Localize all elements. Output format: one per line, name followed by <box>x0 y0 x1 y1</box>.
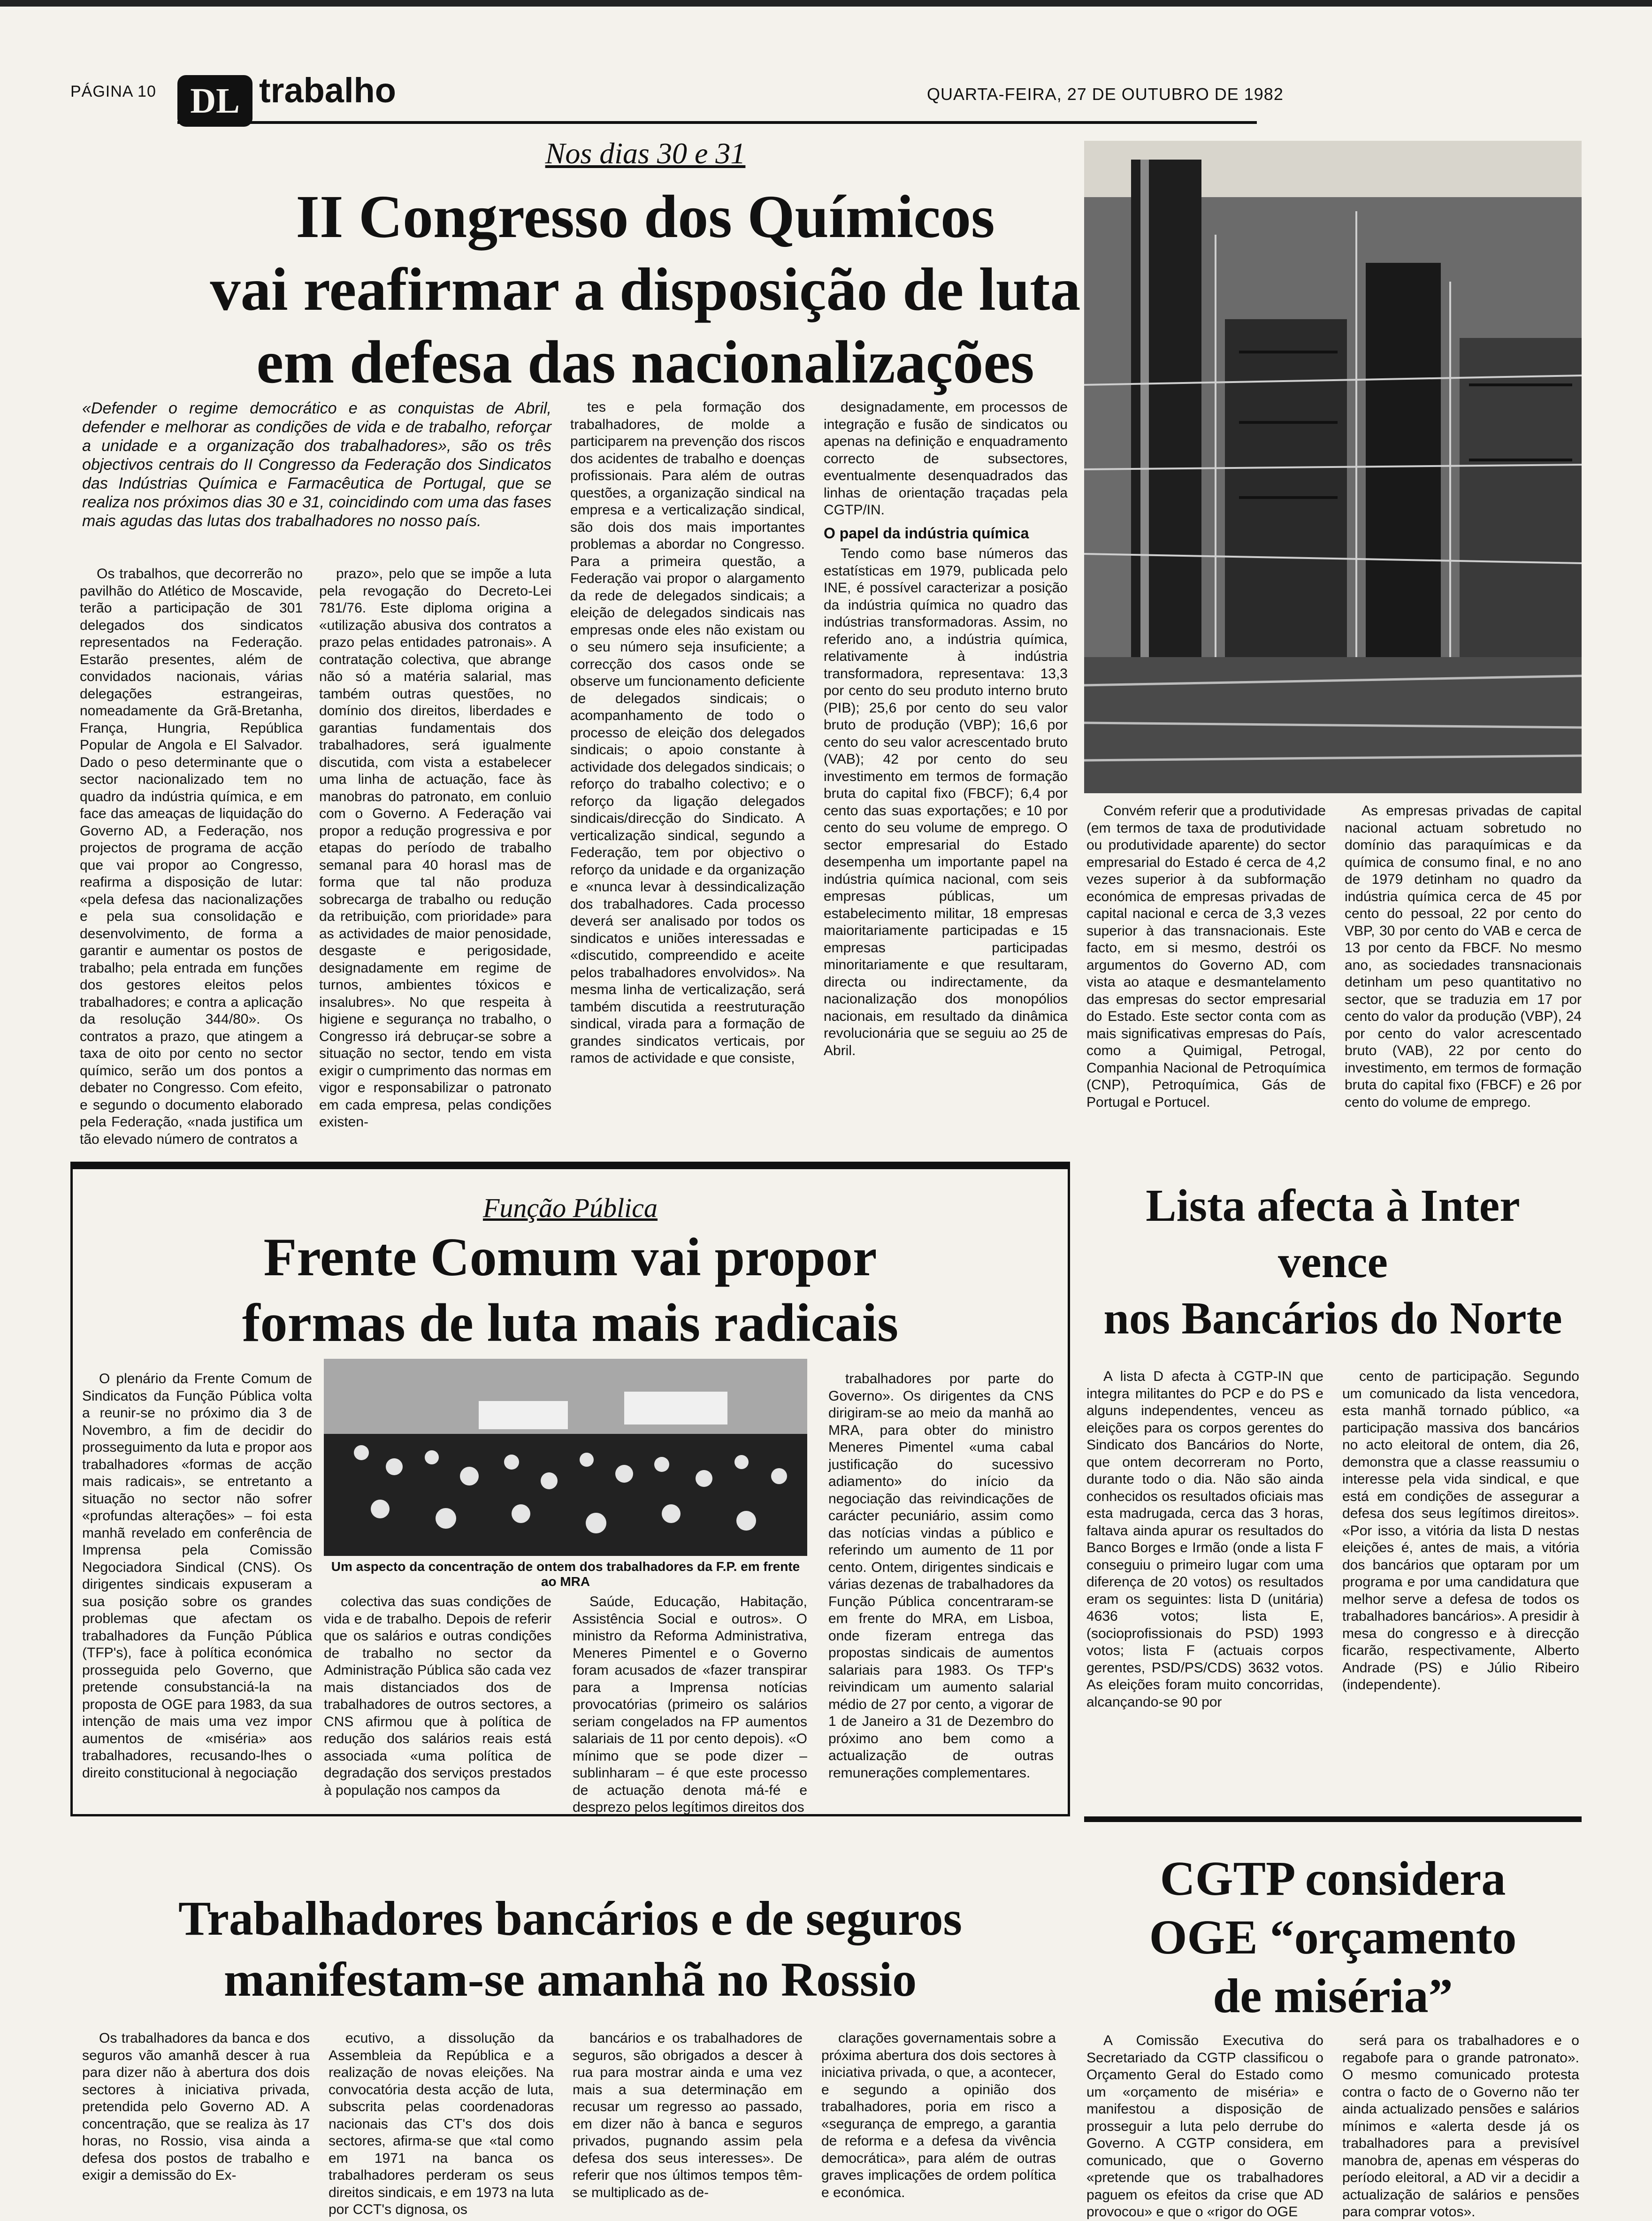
chemical-plant-photo <box>1084 141 1582 793</box>
article1-kicker: Nos dias 30 e 31 <box>545 137 746 170</box>
article1-col4a-text: designadamente, em processos de integração e fusão de sindicatos ou apenas na definição e enquadramento correcto de subsectores, eventualmente desenquadrados das linhas de orientação traçadas pela CGTP/IN. <box>824 399 1068 518</box>
article3-column-1 <box>1086 1368 1323 1781</box>
article5-title-line1: Trabalhadores bancários e de seguros <box>178 1892 962 1945</box>
article3-title-line2: vence <box>1278 1237 1388 1287</box>
chemical-plant-illustration <box>1084 141 1582 793</box>
article5-col1-text: Os trabalhadores da banca e dos seguros vão amanhã descer à rua para dizer não à abertura dos dois sectores à iniciativa privada, pretendida pelo Governo AD. A concentração, que se realiza às 17 horas, no Rossio, visa ainda a defesa dos postos de trabalho e exigir a demissão do Ex- <box>82 2030 310 2183</box>
article4-column-2 <box>1342 2032 1579 2220</box>
article3-title-line1: Lista afecta à Inter <box>1146 1180 1520 1231</box>
article3-col2-text: cento de participação. Segundo um comunicado da lista vencedora, esta manhã tornado público, «a participação massiva dos bancários no acto eleitoral de ontem, dia 26, demonstra que a classe reassumiu o interesse pela vida sindical, e que está em condições de assegurar a defesa dos seus legítimos direitos». «Por isso, a vitória da lista D nestas eleições é, antes de mais, a vitória dos bancários que optaram por um programa e por uma candidatura que melhor serve a defesa de todos os trabalhadores bancários». A presidir à mesa do congresso e à direcção ficarão, respectivamente, Alberto Andrade (PS) e Júlio Ribeiro (independente). <box>1342 1369 1579 1693</box>
article2-column-2 <box>324 1593 551 1807</box>
article5-col2-text: ecutivo, a dissolução da Assembleia da República e a realização de novas eleições. Na convocatória desta acção de luta, subscrita pelas coordenadoras nacionais das CT's dos dois sectores, afirma-se que «tal como em 1971 na banca os trabalhadores perderam os seus direitos sindicais, e em 1973 na luta por CCT's dignosa, os <box>329 2030 554 2217</box>
article5-column-3 <box>573 2030 803 2200</box>
article1-column-4 <box>824 399 1068 1157</box>
article4-col1-text: A Comissão Executiva do Secretariado da CGTP classificou o Orçamento Geral do Estado como um «orçamento de miséria» e manifestou a disposição de prosseguir a luta pelo derrube do Governo. A CGTP considera, em comunicado, que o Governo «pretende que os trabalhadores paguem os efeitos da crise que AD provocou» e que o «rigor do OGE <box>1086 2033 1323 2220</box>
article1-title-line3: em defesa das nacionalizações <box>256 329 1034 396</box>
newspaper-logo: DL <box>177 75 252 127</box>
article2-kicker: Função Pública <box>482 1193 658 1223</box>
article5-column-4 <box>821 2030 1056 2200</box>
article5-column-2 <box>329 2030 554 2217</box>
article5-title-line2: manifestam-se amanhã no Rossio <box>223 1953 917 2007</box>
article1-title-line1: II Congresso dos Químicos <box>296 183 995 251</box>
article5-column-1 <box>82 2030 310 2197</box>
top-rule <box>0 0 1652 7</box>
article1-col4b-text: Tendo como base números das estatísticas em 1979, publicada pelo INE, é possível caracterizar a posição da indústria química no quadro das indústrias transformadoras. Assim, no referido ano, a indústria química, relativamente à indústria transformadora, representava: 13,3 por cento do seu produto interno bruto (PIB); 25,6 por cento do seu valor bruto de produção (VBP); 16,6 por cento do seu valor acrescentado bruto (VAB); 42 por cento do seu investimento em termos de formação bruta do capital fixo (FBCF); 6,4 por cento das suas exportações; e 10 por cento do seu volume de emprego. O sector empresarial do Estado desempenha um importante papel na indústria química nacional, com seis empresas públicas, um estabelecimento militar, 18 empresas maioritariamente participadas e 15 empresas participadas minoritariamente e que resultaram, directa ou indirectamente, da nacionalização dos monopólios nacionais, em resultado da dinâmica revolucionária que se seguiu ao 25 de Abril. <box>824 546 1068 1058</box>
article2-column-3 <box>573 1593 807 1815</box>
article1-column-3 <box>570 399 805 1157</box>
article4-title-line3: de miséria” <box>1213 1969 1453 2023</box>
article1-column-5 <box>1086 803 1326 1157</box>
article1-col6-text: As empresas privadas de capital nacional actuam sobretudo no domínio das paraquímicas e da química de consumo final, e no ano de 1979 detinham no quadro da indústria química cerca de 45 por cento do pessoal, 22 por cento do VBP, 30 por cento do VAB e cerca de 13 por cento da FBCF. No mesmo ano, as sociedades transnacionais detinham um peso quantitativo no sector, que se traduzia em 17 por cento do valor da produção (VBP), 24 por cento do valor acrescentado bruto (VAB), 22 por cento do investimento, em termos de formação bruta do capital fixo (FBCF) e 26 por cento do volume de emprego. <box>1345 803 1582 1110</box>
article4-column-1 <box>1086 2032 1323 2220</box>
article3-title-line3: nos Bancários do Norte <box>1103 1293 1562 1344</box>
article2-column-1 <box>82 1371 312 1807</box>
article3-column-2 <box>1342 1368 1579 1781</box>
article3-col1-text: A lista D afecta à CGTP-IN que integra militantes do PCP e do PS e alguns independentes, venceu as eleições para os corpos gerentes do Sindicato dos Bancários do Norte, que ontem decorreram no Porto, durante todo o dia. Não são ainda conhecidos os resultados oficiais mas esta madrugada, cerca das 3 horas, faltava ainda apurar os resultados do Banco Borges e Irmão (onde a lista F conseguiu o primeiro lugar com uma diferença de 20 votos) os resultados eram os seguintes: lista D (unitária) 4636 votos; lista E, (socioprofissionais do PSD) 1993 votos; lista F (actuais corpos gerentes, PSD/PS/CDS) 3632 votos. As eleições foram muito concorridas, alcançando-se 90 por <box>1086 1369 1323 1710</box>
article2-col3-text: Saúde, Educação, Habitação, Assistência Social e outros». O ministro da Reforma Administrativa, Meneres Pimentel e o Governo foram acusados de «fazer transpirar para a Imprensa notícias provocatórias (primeiro os salários seriam congelados na FP aumentos salariais de 11 por cento depois). «O mínimo que se pode dizer – sublinharam – é que este processo de actuação denota má-fé e desprezo pelos legítimos direitos dos <box>573 1594 807 1815</box>
article2-column-4 <box>828 1371 1054 1807</box>
article4-title-line2: OGE “orçamento <box>1149 1910 1517 1964</box>
section-title: trabalho <box>259 71 396 110</box>
header-rule <box>177 121 1257 124</box>
protest-photo-caption: Um aspecto da concentração de ontem dos trabalhadores da F.P. em frente ao MRA <box>331 1559 800 1589</box>
article2-col1-text: O plenário da Frente Comum de Sindicatos da Função Pública volta a reunir-se no próximo dia 3 de Novembro, a fim de decidir do prosseguimento da luta e propor aos trabalhadores «formas de acção mais radicais», se entretanto a situação no sector não sofrer «profundas alterações» – foi esta manhã revelado em conferência de Imprensa pela Comissão Negociadora Sindical (CNS). Os dirigentes sindicais expuseram a sua posição sobre os grandes problemas que afectam os trabalhadores da Função Pública (TFP's), face à política económica prosseguida pelo Governo, que pretende consubstanciá-la na proposta de OGE para 1983, da sua intenção de mais uma vez impor aumentos de «miséria» aos trabalhadores, recusando-lhes o direito constitucional à negociação <box>82 1371 312 1781</box>
article1-column-6 <box>1345 803 1582 1157</box>
crowd-illustration <box>324 1359 807 1556</box>
article1-col1-text: Os trabalhos, que decorrerão no pavilhão do Atlético de Moscavide, terão a participação de 301 delegados dos sindicatos representados na Federação. Estarão presentes, além de convidados nacionais, várias delegações estrangeiras, nomeadamente da Grã-Bretanha, França, Hungria, República Popular de Angola e El Salvador. Dado o peso determinante que o sector nacionalizado tem no quadro da indústria química, e em face das ameaças de liquidação do Governo AD, a Federação, nos projectos de programa de acção que vai propor ao Congresso, reafirma a disposição de lutar: «pela defesa das nacionalizações e pela sua consolidação e desenvolvimento, de forma a garantir e aumentar os postos de trabalho; pela entrada em funções dos gestores eleitos pelos trabalhadores; e contra a aplicação da resolução 344/80». Os contratos a prazo, que atingem a taxa de oito por cento no sector químico, serão um dos pontos a debater no Congresso. Com efeito, e segundo o documento elaborado pela Federação, «nada justifica um tão elevado número de contratos a <box>80 566 303 1147</box>
article5-col3-text: bancários e os trabalhadores de seguros, são obrigados a descer à rua para mostrar ainda e uma vez mais a sua determinação em recusar um regresso ao passado, em dizer não à banca e seguros privados, pugnando assim pela defesa dos seus interesses». De referir que nos últimos tempos têm-se multiplicado as de- <box>573 2030 803 2200</box>
article2-col2-text: colectiva das suas condições de vida e de trabalho. Depois de referir que os salários e outras condições de trabalho no sector da Administração Pública são cada vez mais distanciados dos de trabalhadores de outros sectores, a CNS afirmou que à política de redução dos salários reais está associada «uma política de degradação dos serviços prestados à população nos campos da <box>324 1594 551 1798</box>
article4-top-rule <box>1084 1816 1582 1822</box>
article2-title-line2: formas de luta mais radicais <box>242 1293 899 1353</box>
article2-top-bar <box>70 1162 1070 1169</box>
article2-title-line1: Frente Comum vai propor <box>263 1227 877 1287</box>
page-number: PÁGINA 10 <box>70 83 156 100</box>
article1-title-line2: vai reafirmar a disposição de luta <box>210 256 1081 323</box>
article4-title-line1: CGTP considera <box>1160 1852 1506 1906</box>
article1-lead: «Defender o regime democrático e as conquistas de Abril, defender e melhorar as condições de vida e de trabalho, reforçar a unidade e a organização dos trabalhadores», são os três objectivos centrais do II Congresso da Federação dos Sindicatos das Indústrias Química e Farmacêutica de Portugal, que se realiza nos próximos dias 30 e 31, coincidindo com uma das fases mais agudas das lutas dos trabalhadores no nosso país. <box>82 399 551 530</box>
article1-col3-text: tes e pela formação dos trabalhadores, de molde a participarem na prevenção dos riscos dos acidentes de trabalho e doenças profissionais. Para além de outras questões, a organização sindical na empresa e a verticalização sindical, são dois dos mais importantes problemas a abordar no Congresso. Para a primeira questão, a Federação vai propor o alargamento da rede de delegados sindicais; a eleição de delegados sindicais nas empresas onde eles não existam ou o seu número seja insuficiente; a correcção dos casos onde se observe um funcionamento deficiente de delegados sindicais; o acompanhamento de todo o processo de eleição dos delegados sindicais; o apoio constante à actividade dos delegados sindicais; o reforço do trabalho colectivo; e o reforço da ligação delegados sindicais/direcção do Sindicato. A verticalização sindical, segundo a Federação, tem por objectivo o reforço da unidade e da organização e «nunca levar à dessindicalização dos trabalhadores. Cada processo deverá ser analisado por todos os sindicatos e uniões interessadas e «discutido, compreendido e aceite pelos trabalhadores envolvidos». Na mesma linha de verticalização, será também discutida a reestruturação sindical, virada para a formação de grandes sindicatos verticais, por ramos de actividade e que consiste, <box>570 399 805 1066</box>
article1-column-2 <box>319 566 551 1157</box>
protest-photo <box>324 1359 807 1556</box>
article1-subheading: O papel da indústria química <box>824 524 1029 542</box>
article1-col5-text: Convém referir que a produtividade (em termos de taxa de produtividade ou produtividade aparente) do sector empresarial do Estado é cerca de 4,2 vezes superior à da subformação económica de empresas privadas de capital nacional e cerca de 3,3 vezes superior à das transnacionais. Este facto, em si mesmo, destrói os argumentos do Governo AD, com vista ao ataque e desmantelamento das empresas do sector empresarial do Estado. Este sector conta com as mais significativas empresas do País, como a Quimigal, Petrogal, Companhia Nacional de Petroquímica (CNP), Petroquímica, Gás de Portugal e Portucel. <box>1086 803 1326 1110</box>
article2-col4-text: trabalhadores por parte do Governo». Os dirigentes da CNS dirigiram-se ao meio da manhã ao MRA, para obter do ministro Meneres Pimentel «uma cabal justificação do sucessivo adiamento» do início da negociação das reivindicações de carácter pecuniário, assim como das notícias vindas a público e referindo um aumento de 11 por cento. Ontem, dirigentes sindicais e várias dezenas de trabalhadores da Função Pública concentraram-se em frente do MRA, em Lisboa, onde fizeram entrega das propostas sindicais de aumentos salariais para 1983. Os TFP's reivindicam um aumento salarial médio de 27 por cento, a vigorar de 1 de Janeiro a 31 de Dezembro do próximo ano bem como a actualização de outras remunerações complementares. <box>828 1371 1054 1781</box>
article1-col2-text: prazo», pelo que se impõe a luta pela revogação do Decreto-Lei 781/76. Este diploma origina a «utilização abusiva dos contratos a prazo pelas entidades patronais». A contratação colectiva, que abrange não só a matéria salarial, mas também outras questões, no domínio dos direitos, liberdades e garantias fundamentais dos trabalhadores, será igualmente discutida, com vista a estabelecer uma linha de actuação, face às manobras do patronato, em conluio com o Governo. A Federação vai propor a redução progressiva e por etapas do período de trabalho semanal para 40 horasl mas de forma que tal não produza sobrecarga de trabalho ou redução da retribuição, com prioridade» para as actividades de maior penosidade, desgaste e perigosidade, designadamente em regime de turnos, ambientes tóxicos e insalubres». No que respeita à higiene e segurança no trabalho, o Congresso irá debruçar-se sobre a situação no sector, tendo em vista exigir o cumprimento das normas em vigor e responsabilizar o patronato em cada empresa, pelas condições existen- <box>319 566 551 1130</box>
article1-column-1 <box>80 566 303 1157</box>
issue-date: QUARTA-FEIRA, 27 DE OUTUBRO DE 1982 <box>927 84 1284 104</box>
article5-col4-text: clarações governamentais sobre a próxima abertura dos dois sectores à iniciativa privada, o que, a acontecer, e segundo a opinião dos trabalhadores, poria em risco a «segurança de emprego, a garantia de reforma e a defesa da vivência democrática», para além de outras graves implicações de ordem política e económica. <box>821 2030 1056 2200</box>
article4-col2-text: será para os trabalhadores e o regabofe para o grande patronato». O mesmo comunicado protesta contra o facto de o Governo não ter ainda actualizado pensões e salários mínimos e «alerta desde já os trabalhadores para a previsível manobra de, apenas em vésperas do período eleitoral, a AD vir a decidir a actualização de salários e pensões para comprar votos». <box>1342 2033 1579 2220</box>
